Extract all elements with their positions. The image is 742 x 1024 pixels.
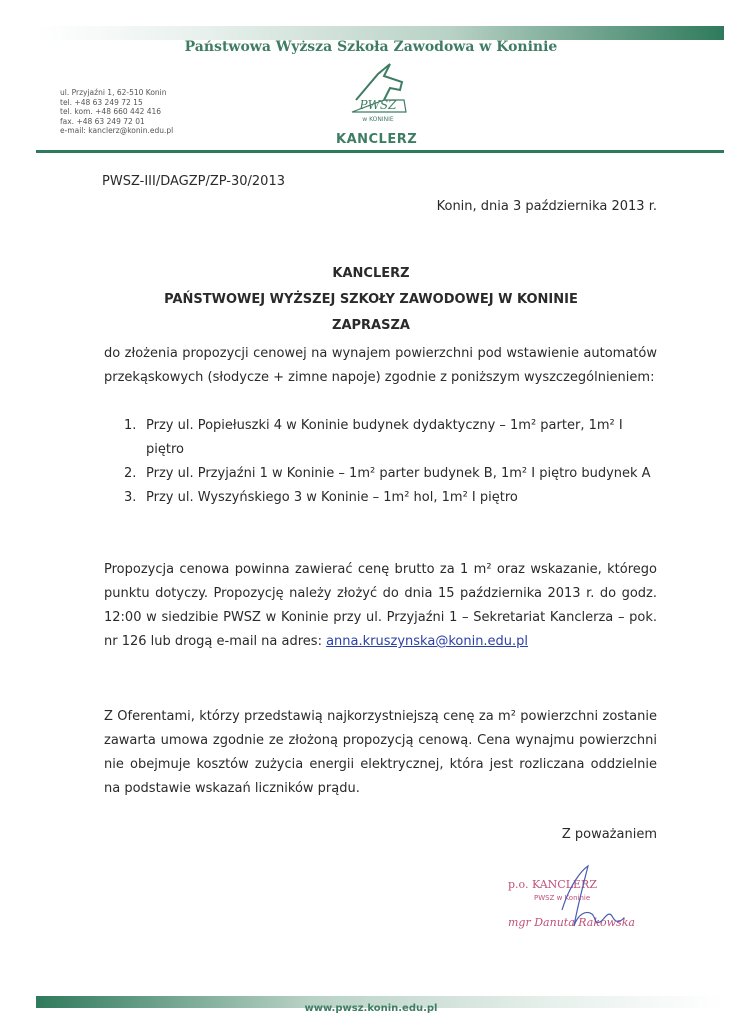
title-line-1: KANCLERZ — [332, 266, 410, 281]
list-number: 3. — [124, 490, 137, 505]
stamp-line-2: PWSZ w Koninie — [534, 894, 591, 902]
list-item — [124, 414, 657, 462]
place-date: Konin, dnia 3 października 2013 r. — [436, 199, 657, 214]
list-number: 2. — [124, 466, 137, 481]
contract-paragraph: Z Oferentami, którzy przedstawią najkorzystniejszą cenę za m² powierzchni zostanie zawarta umowa zgodnie ze złożoną propozycją cenową. Cena wynajmu powierzchni nie obejmuje kosztów zużycia energii elektrycznej, która jest rozliczana oddzielnie na podstawie wskazań liczników prądu. — [104, 709, 657, 796]
header-divider — [36, 150, 724, 153]
list-item — [124, 462, 657, 486]
logo-subtext: w KONINIE — [362, 116, 394, 123]
stamp-line-1: p.o. KANCLERZ — [508, 878, 597, 891]
list-text: Przy ul. Popiełuszki 4 w Koninie budynek dydaktyczny – 1m² parter, 1m² I piętro — [146, 418, 623, 457]
address-line: e-mail: kanclerz@konin.edu.pl — [60, 126, 174, 135]
closing-regards: Z poważaniem — [561, 827, 657, 842]
list-item — [124, 486, 657, 510]
reference-number: PWSZ-III/DAGZP/ZP-30/2013 — [102, 174, 285, 189]
header-top-bar — [36, 26, 724, 40]
stamp-line-3: mgr Danuta Rakowska — [508, 916, 635, 929]
address-line: ul. Przyjaźni 1, 62-510 Konin — [60, 88, 167, 97]
price-paragraph — [104, 558, 657, 654]
list-text: Przy ul. Przyjaźni 1 w Koninie – 1m² parter budynek B, 1m² I piętro budynek A — [146, 466, 651, 481]
list-number: 1. — [124, 418, 137, 433]
price-text: Propozycja cenowa powinna zawierać cenę brutto za 1 m² oraz wskazanie, którego punktu dotyczy. Propozycję należy złożyć do dnia 15 października 2013 r. do godz. 12:00 w siedzibie PWSZ w Koninie przy ul. Przyjaźni 1 – Sekretariat Kanclerza – pok. nr 126 lub drogą e-mail na adres: — [104, 562, 657, 649]
logo-text: PWSZ — [359, 98, 397, 112]
title-line-3: ZAPRASZA — [332, 318, 410, 333]
address-block — [60, 88, 173, 136]
address-line: tel. kom. +48 660 442 416 — [60, 107, 162, 116]
address-line: fax. +48 63 249 72 01 — [60, 116, 145, 126]
institution-name: Państwowa Wyższa Szkoła Zawodowa w Koninie — [184, 39, 558, 55]
footer-website: www.pwsz.konin.edu.pl — [304, 1003, 438, 1014]
location-list — [124, 414, 657, 510]
email-link[interactable]: anna.kruszynska@konin.edu.pl — [326, 634, 529, 649]
intro-paragraph: do złożenia propozycji cenowej na wynajem powierzchni pod wstawienie automatów przekąskowych (słodycze + zimne napoje) zgodnie z poniższym wyszczególnieniem: — [104, 346, 657, 385]
pwsz-logo — [344, 60, 414, 126]
title-line-2: PAŃSTWOWEJ WYŻSZEJ SZKOŁY ZAWODOWEJ W KONINIE — [164, 292, 578, 307]
list-text: Przy ul. Wyszyńskiego 3 w Koninie – 1m² hol, 1m² I piętro — [146, 490, 518, 505]
office-title: KANCLERZ — [336, 132, 418, 147]
address-line: tel. +48 63 249 72 15 — [60, 97, 143, 107]
signature-stamp — [500, 864, 640, 934]
